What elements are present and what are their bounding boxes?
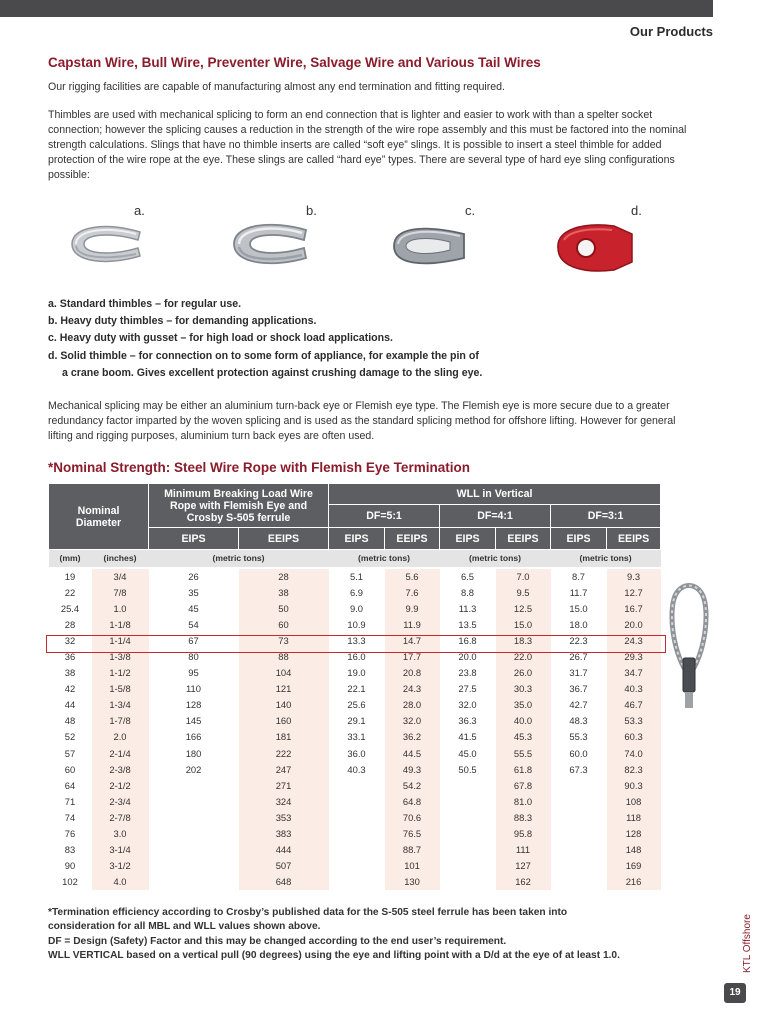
table-cell: 34.7 <box>607 665 661 681</box>
table-cell: 44 <box>49 697 92 713</box>
table-cell: 60.3 <box>607 729 661 745</box>
table-cell: 3-1/4 <box>92 842 149 858</box>
table-cell: 202 <box>149 762 239 778</box>
table-cell: 41.5 <box>440 729 496 745</box>
table-cell: 128 <box>149 697 239 713</box>
table-cell: 55.5 <box>496 746 551 762</box>
table-cell: 19 <box>49 568 92 585</box>
table-cell <box>329 794 385 810</box>
note-line-1: *Termination efficiency according to Crosby’s published data for the S-505 steel ferrule has been taken into <box>48 907 568 918</box>
table-cell: 54.2 <box>385 778 440 794</box>
table-cell: 90.3 <box>607 778 661 794</box>
table-cell: 104 <box>239 665 329 681</box>
table-cell <box>329 810 385 826</box>
table-row <box>49 778 661 794</box>
table-cell: 74 <box>49 810 92 826</box>
table-cell <box>551 778 607 794</box>
table-cell: 38 <box>49 665 92 681</box>
table-cell: 40.3 <box>607 681 661 697</box>
table-cell: 88.3 <box>496 810 551 826</box>
table-cell: 11.3 <box>440 601 496 617</box>
thimble-label-a: a. <box>134 203 145 218</box>
table-cell: 35 <box>149 585 239 601</box>
strength-table <box>48 483 661 890</box>
table-cell: 22.0 <box>496 649 551 665</box>
table-cell: 4.0 <box>92 874 149 890</box>
thimble-types-list <box>48 296 482 382</box>
table-cell: 222 <box>239 746 329 762</box>
table-cell: 26.0 <box>496 665 551 681</box>
page-title: Capstan Wire, Bull Wire, Preventer Wire, Salvage Wire and Various Tail Wires <box>48 55 541 70</box>
table-cell: 33.1 <box>329 729 385 745</box>
table-cell: 57 <box>49 746 92 762</box>
page-number: 19 <box>724 983 746 1003</box>
table-cell <box>149 826 239 842</box>
table-cell: 16.8 <box>440 633 496 649</box>
table-cell: 36.0 <box>329 746 385 762</box>
table-cell: 166 <box>149 729 239 745</box>
note-line-4: WLL VERTICAL based on a vertical pull (90 degrees) using the eye and lifting point with a D/d at the eye of at least 1.0. <box>48 949 620 961</box>
table-cell: 101 <box>385 858 440 874</box>
table-cell: 95 <box>149 665 239 681</box>
thimble-type-d-continued: a crane boom. Gives excellent protection against crushing damage to the sling eye. <box>62 366 483 379</box>
table-cell: 36.7 <box>551 681 607 697</box>
table-cell <box>149 810 239 826</box>
header-mbl: Minimum Breaking Load Wire Rope with Flemish Eye and Crosby S-505 ferrule <box>149 484 329 528</box>
table-title: *Nominal Strength: Steel Wire Rope with Flemish Eye Termination <box>48 460 470 475</box>
table-cell <box>440 858 496 874</box>
grade-mbl-eeips: EEIPS <box>239 528 329 550</box>
table-cell <box>440 778 496 794</box>
table-cell <box>551 810 607 826</box>
table-row <box>49 601 661 617</box>
table-cell: 648 <box>239 874 329 890</box>
table-cell: 2-3/8 <box>92 762 149 778</box>
table-row <box>49 874 661 890</box>
table-cell: 67.3 <box>551 762 607 778</box>
table-cell: 22.3 <box>551 633 607 649</box>
table-cell: 7/8 <box>92 585 149 601</box>
header-df3: DF=3:1 <box>551 505 661 528</box>
table-cell: 16.7 <box>607 601 661 617</box>
table-cell: 24.3 <box>385 681 440 697</box>
header-df5: DF=5:1 <box>329 505 440 528</box>
grade-df3-eeips: EEIPS <box>607 528 661 550</box>
table-cell: 76.5 <box>385 826 440 842</box>
unit-df4-metric-tons: (metric tons) <box>440 550 551 568</box>
table-cell: 42.7 <box>551 697 607 713</box>
table-cell: 12.7 <box>607 585 661 601</box>
table-row <box>49 697 661 713</box>
table-cell: 28 <box>49 617 92 633</box>
table-cell: 26.7 <box>551 649 607 665</box>
table-cell: 36.3 <box>440 713 496 729</box>
table-cell: 15.0 <box>496 617 551 633</box>
table-cell: 1-3/4 <box>92 697 149 713</box>
table-cell: 70.6 <box>385 810 440 826</box>
table-cell: 10.9 <box>329 617 385 633</box>
grade-df4-eeips: EEIPS <box>496 528 551 550</box>
table-cell: 83 <box>49 842 92 858</box>
table-cell: 1-5/8 <box>92 681 149 697</box>
table-cell <box>329 858 385 874</box>
table-cell: 35.0 <box>496 697 551 713</box>
table-cell: 46.7 <box>607 697 661 713</box>
note-line-2: consideration for all MBL and WLL values shown above. <box>48 921 321 933</box>
table-cell <box>440 810 496 826</box>
table-cell: 73 <box>239 633 329 649</box>
table-cell: 45.3 <box>496 729 551 745</box>
table-cell: 88.7 <box>385 842 440 858</box>
table-cell: 32.0 <box>385 713 440 729</box>
table-cell: 32.0 <box>440 697 496 713</box>
table-cell: 54 <box>149 617 239 633</box>
table-row <box>49 681 661 697</box>
table-cell: 140 <box>239 697 329 713</box>
table-row <box>49 762 661 778</box>
thimble-type-a: a. Standard thimbles – for regular use. <box>48 298 242 310</box>
table-cell: 81.0 <box>496 794 551 810</box>
grade-df5-eeips: EEIPS <box>385 528 440 550</box>
table-cell: 52 <box>49 729 92 745</box>
table-cell <box>551 794 607 810</box>
table-cell <box>329 826 385 842</box>
table-row <box>49 794 661 810</box>
table-cell <box>440 826 496 842</box>
table-cell: 19.0 <box>329 665 385 681</box>
table-body <box>49 568 661 891</box>
table-cell: 2-1/4 <box>92 746 149 762</box>
table-cell: 30.3 <box>496 681 551 697</box>
header-df4: DF=4:1 <box>440 505 551 528</box>
table-cell: 38 <box>239 585 329 601</box>
table-cell: 18.0 <box>551 617 607 633</box>
table-cell: 5.6 <box>385 568 440 585</box>
table-row <box>49 746 661 762</box>
table-cell: 80 <box>149 649 239 665</box>
note-line-3: DF = Design (Safety) Factor and this may be changed according to the end user’s requirement. <box>48 935 507 947</box>
table-cell: 28 <box>239 568 329 585</box>
table-cell: 36.2 <box>385 729 440 745</box>
table-cell: 60 <box>49 762 92 778</box>
table-row <box>49 665 661 681</box>
table-cell: 25.6 <box>329 697 385 713</box>
table-cell: 108 <box>607 794 661 810</box>
table-cell: 29.3 <box>607 649 661 665</box>
table-cell: 64.8 <box>385 794 440 810</box>
table-cell: 118 <box>607 810 661 826</box>
table-cell: 6.5 <box>440 568 496 585</box>
table-cell: 22 <box>49 585 92 601</box>
table-cell: 2-3/4 <box>92 794 149 810</box>
intro-paragraph: Our rigging facilities are capable of manufacturing almost any end termination and fitting required. <box>48 81 505 93</box>
table-cell: 3.0 <box>92 826 149 842</box>
table-cell: 102 <box>49 874 92 890</box>
unit-mbl-metric-tons: (metric tons) <box>149 550 329 568</box>
table-cell: 24.3 <box>607 633 661 649</box>
table-cell: 271 <box>239 778 329 794</box>
table-cell: 1-1/8 <box>92 617 149 633</box>
table-cell: 45 <box>149 601 239 617</box>
table-cell <box>551 858 607 874</box>
table-cell: 444 <box>239 842 329 858</box>
table-cell: 61.8 <box>496 762 551 778</box>
table-row <box>49 858 661 874</box>
table-cell: 128 <box>607 826 661 842</box>
table-row <box>49 649 661 665</box>
thimble-type-b: b. Heavy duty thimbles – for demanding applications. <box>48 315 317 328</box>
table-cell: 11.7 <box>551 585 607 601</box>
table-cell: 74.0 <box>607 746 661 762</box>
table-cell: 13.5 <box>440 617 496 633</box>
thimble-label-d: d. <box>631 203 642 218</box>
table-cell: 17.7 <box>385 649 440 665</box>
table-row <box>49 810 661 826</box>
standard-thimble-image <box>66 218 146 270</box>
table-cell: 44.5 <box>385 746 440 762</box>
table-cell: 55.3 <box>551 729 607 745</box>
table-cell: 23.8 <box>440 665 496 681</box>
grade-df4-eips: EIPS <box>440 528 496 550</box>
table-cell: 71 <box>49 794 92 810</box>
table-cell: 20.0 <box>440 649 496 665</box>
thimble-type-c: c. Heavy duty with gusset – for high load or shock load applications. <box>48 332 393 345</box>
table-cell: 27.5 <box>440 681 496 697</box>
table-cell: 76 <box>49 826 92 842</box>
table-cell <box>329 874 385 890</box>
top-bar <box>0 0 713 17</box>
unit-df3-metric-tons: (metric tons) <box>551 550 661 568</box>
table-cell: 3/4 <box>92 568 149 585</box>
flemish-eye-sling-image <box>665 580 713 710</box>
table-cell: 111 <box>496 842 551 858</box>
table-cell: 6.9 <box>329 585 385 601</box>
table-cell: 26 <box>149 568 239 585</box>
table-cell <box>149 794 239 810</box>
table-cell <box>551 826 607 842</box>
table-cell: 64 <box>49 778 92 794</box>
table-row <box>49 842 661 858</box>
table-cell: 16.0 <box>329 649 385 665</box>
table-cell: 28.0 <box>385 697 440 713</box>
table-cell <box>551 874 607 890</box>
table-cell: 11.9 <box>385 617 440 633</box>
heavy-duty-thimble-image <box>230 218 310 270</box>
table-cell: 18.3 <box>496 633 551 649</box>
thimbles-paragraph: Thimbles are used with mechanical splicing to form an end connection that is lighter and easier to work with than a spelter socket connection; however the splicing causes a reduction in the strength of the wire rope assembly and this must be factored into the nominal strength calculations. Slings that have no thimble inserts are called “soft eye” slings. It is possible to insert a steel thimble for added protection of the wire rope at the eye. These slings are called “hard eye” types. There are several type of hard eye sling configurations possible: <box>48 109 687 181</box>
table-cell: 50.5 <box>440 762 496 778</box>
table-cell: 110 <box>149 681 239 697</box>
table-cell <box>329 778 385 794</box>
table-cell: 15.0 <box>551 601 607 617</box>
table-cell: 67 <box>149 633 239 649</box>
thimble-label-c: c. <box>465 203 476 218</box>
table-cell: 25.4 <box>49 601 92 617</box>
table-cell: 31.7 <box>551 665 607 681</box>
table-row <box>49 585 661 601</box>
table-cell: 169 <box>607 858 661 874</box>
table-cell: 40.0 <box>496 713 551 729</box>
table-row <box>49 826 661 842</box>
table-cell: 145 <box>149 713 239 729</box>
table-cell <box>149 778 239 794</box>
table-cell: 48.3 <box>551 713 607 729</box>
table-cell: 53.3 <box>607 713 661 729</box>
table-cell: 2-7/8 <box>92 810 149 826</box>
table-cell: 50 <box>239 601 329 617</box>
grade-df3-eips: EIPS <box>551 528 607 550</box>
table-cell: 48 <box>49 713 92 729</box>
table-cell: 7.0 <box>496 568 551 585</box>
gusset-thimble-image <box>388 218 468 270</box>
table-cell: 1.0 <box>92 601 149 617</box>
thimble-figures <box>48 200 708 290</box>
table-cell: 130 <box>385 874 440 890</box>
table-cell: 127 <box>496 858 551 874</box>
table-cell: 148 <box>607 842 661 858</box>
table-cell: 9.0 <box>329 601 385 617</box>
unit-inches: (inches) <box>92 550 149 568</box>
table-cell: 20.0 <box>607 617 661 633</box>
table-cell: 383 <box>239 826 329 842</box>
table-row <box>49 633 661 649</box>
table-cell: 1-1/4 <box>92 633 149 649</box>
table-cell <box>440 842 496 858</box>
table-cell: 45.0 <box>440 746 496 762</box>
table-cell: 9.3 <box>607 568 661 585</box>
table-cell: 49.3 <box>385 762 440 778</box>
table-cell: 507 <box>239 858 329 874</box>
table-cell: 1-7/8 <box>92 713 149 729</box>
table-cell: 8.8 <box>440 585 496 601</box>
table-cell: 216 <box>607 874 661 890</box>
header-nominal-diameter: Nominal Diameter <box>49 484 149 550</box>
table-cell: 1-3/8 <box>92 649 149 665</box>
table-cell <box>440 794 496 810</box>
table-cell: 160 <box>239 713 329 729</box>
table-cell: 14.7 <box>385 633 440 649</box>
splicing-paragraph: Mechanical splicing may be either an aluminium turn-back eye or Flemish eye type. The Flemish eye is more secure due to a greater redundancy factor imparted by the woven splicing and is used as the standard splicing method for offshore lifting. However for general lifting and rigging purposes, aluminium turn back eyes are often used. <box>48 400 676 442</box>
table-cell: 32 <box>49 633 92 649</box>
section-label: Our Products <box>629 24 713 39</box>
table-cell <box>149 874 239 890</box>
thimble-label-b: b. <box>306 203 317 218</box>
table-cell: 181 <box>239 729 329 745</box>
table-cell: 121 <box>239 681 329 697</box>
solid-thimble-image <box>552 218 638 274</box>
table-cell: 40.3 <box>329 762 385 778</box>
unit-df5-metric-tons: (metric tons) <box>329 550 440 568</box>
unit-mm: (mm) <box>49 550 92 568</box>
table-notes <box>48 906 728 963</box>
table-cell: 5.1 <box>329 568 385 585</box>
table-cell: 36 <box>49 649 92 665</box>
table-cell <box>440 874 496 890</box>
table-cell <box>551 842 607 858</box>
table-cell <box>149 858 239 874</box>
table-cell: 60 <box>239 617 329 633</box>
table-row <box>49 713 661 729</box>
table-cell: 88 <box>239 649 329 665</box>
table-cell: 9.9 <box>385 601 440 617</box>
header-wll-vertical: WLL in Vertical <box>329 484 661 505</box>
table-cell: 324 <box>239 794 329 810</box>
side-brand: KTL Offshore <box>742 914 753 973</box>
table-cell: 42 <box>49 681 92 697</box>
table-cell: 9.5 <box>496 585 551 601</box>
table-cell: 2.0 <box>92 729 149 745</box>
table-cell: 60.0 <box>551 746 607 762</box>
table-row <box>49 617 661 633</box>
table-cell: 7.6 <box>385 585 440 601</box>
table-cell: 12.5 <box>496 601 551 617</box>
table-cell: 13.3 <box>329 633 385 649</box>
table-cell: 95.8 <box>496 826 551 842</box>
table-cell: 67.8 <box>496 778 551 794</box>
table-cell: 29.1 <box>329 713 385 729</box>
table-cell: 2-1/2 <box>92 778 149 794</box>
thimble-type-d: d. Solid thimble – for connection on to some form of appliance, for example the pin of <box>48 349 479 362</box>
table-cell: 162 <box>496 874 551 890</box>
table-cell <box>329 842 385 858</box>
table-cell: 180 <box>149 746 239 762</box>
table-cell: 20.8 <box>385 665 440 681</box>
grade-mbl-eips: EIPS <box>149 528 239 550</box>
table-cell: 22.1 <box>329 681 385 697</box>
table-cell: 90 <box>49 858 92 874</box>
table-cell <box>149 842 239 858</box>
table-cell: 8.7 <box>551 568 607 585</box>
table-cell: 247 <box>239 762 329 778</box>
table-cell: 1-1/2 <box>92 665 149 681</box>
table-row <box>49 729 661 745</box>
table-cell: 353 <box>239 810 329 826</box>
table-cell: 3-1/2 <box>92 858 149 874</box>
grade-df5-eips: EIPS <box>329 528 385 550</box>
table-cell: 82.3 <box>607 762 661 778</box>
table-row <box>49 568 661 585</box>
